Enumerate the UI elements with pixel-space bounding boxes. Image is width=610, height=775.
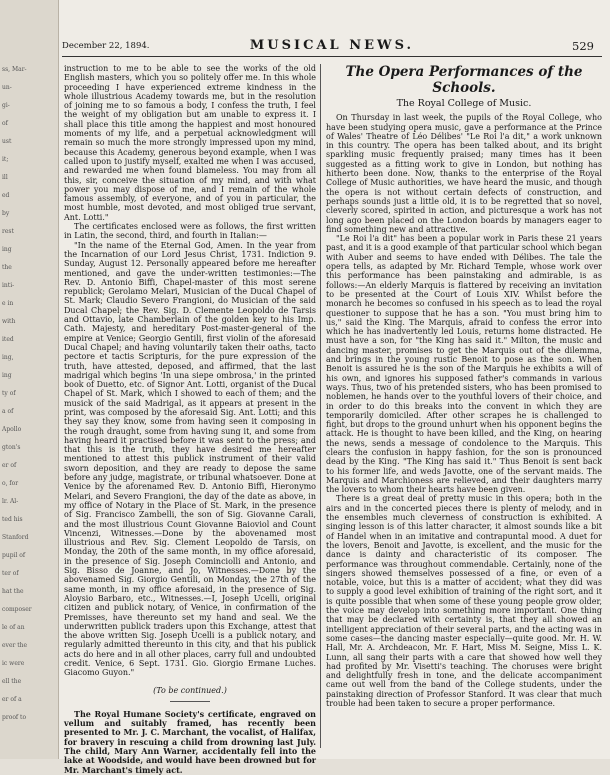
gutter-text-fragment: proof to (2, 714, 27, 721)
gutter-text-fragment: o, for (2, 480, 19, 487)
adjacent-page-gutter (0, 0, 59, 759)
gutter-text-fragment: by (2, 210, 10, 217)
gutter-text-fragment: e in (2, 300, 14, 307)
gutter-text-fragment: le of an (2, 624, 25, 631)
gutter-text-fragment: ever the (2, 642, 28, 649)
gutter-text-fragment: er of a (2, 696, 22, 703)
article-heading: The Opera Performances of the Schools. (345, 64, 583, 96)
gutter-text-fragment: the (2, 264, 12, 271)
right-column (326, 64, 602, 754)
gutter-text-fragment: ter of (2, 570, 19, 577)
gutter-text-fragment: composer (2, 606, 32, 613)
article-paragraph: There is a great deal of pretty music in this opera; both in the airs and in the concerted pieces there is plenty of melody, and in the ensembles much cleverness of construction is exhibited. A singing lesson is of this latter character, it almost sounds like a bit of Handel when in an imitative and contrapuntal mood. A duet for the lovers, Benoit and Javotte, is excellent, and the music for the dance is dainty and characteristic of its composer. The performance was throughout commendable. Certainly, none of the singers showed themselves possessed of a fine, or even of a notable, voice, but this is a matter of accident; what they did was to supply a good level exhibition of training of the right sort, and it is quite possible that when some of these young people grow older, the voice may develop into something more important. One thing that may be declared with certainty is, that they all showed an intelligent appreciation of their several parts, and the acting was in some cases—the dancing master especially—quite good. Mr. H. W. Hall, Mr. A. Archdeacon, Mr. F. Hart, Miss M. Seigne, Miss L. K. Lunn, all sang their parts with a care that showed how well they had profited by Mr. Visetti's teaching. The choruses were bright and delightfully fresh in tone, and the delicate accompaniment came out well from the band of the College students, under the painstaking direction of Professor Stanford. It was clear that much trouble had been taken to secure a proper performance. (326, 494, 602, 708)
section-separator (170, 701, 210, 702)
article-paragraph: On Thursday in last week, the pupils of the Royal College, who have been studying opera music, gave a performance at the Prince of Wales' Theatre of Léo Délibes' "Le Roi l'a dit," a work unknown in this country. The opera has been talked about, and its bright sparkling music frequently praised; many times has it been suggested as a fitting work to give in London, but nothing has hitherto been done. Now, thanks to the enterprise of the Royal College of Music authorities, we have heard the music, and though the opera is not without certain defects of construction, and perhaps sounds just a little old, it is to be regretted that so novel, cleverly scored, spirited in action, and picturesque a work has not long ago been placed on the London boards by managers eager to find something new and attractive. (326, 113, 602, 234)
gutter-text-fragment: ing, (2, 354, 14, 361)
gutter-text-fragment: gton's (2, 444, 21, 451)
gutter-text-fragment: ic were (2, 660, 25, 667)
publication-title: MUSICAL NEWS. (249, 38, 415, 53)
gutter-text-fragment: ing (2, 372, 12, 379)
article-paragraph: instruction to me to be able to see the works of the old English masters, which you so politely offer me. In this whole proceeding I have experienced extreme kindness in the whole illustrious Academy towards me, but in the resolution of joining me to so famous a body, I confess the truth, I feel the weight of my obligation but am unable to express it. I shall place this title among the happiest and most honoured moments of my life, and a perpetual acknowledgment will remain so much the more strongly impressed upon my mind, because this Academy, generous beyond example, when I was called upon to justify myself, exalted me when I was accused, and rewarded me when found blameless. You may from all this, sir, conceive the situation of my mind, and with what power you may dispose of me, and I remain of the whole famous assembly, of everyone, and of you in particular, the most humble, most devoted, and most obliged true servant, Ant. Lotti." (64, 64, 316, 222)
gutter-text-fragment: hat the (2, 588, 24, 595)
article-subheading: The Royal College of Music. (396, 98, 532, 109)
gutter-text-fragment: rest (2, 228, 14, 235)
gutter-text-fragment: ty of (2, 390, 16, 397)
left-column (64, 64, 316, 775)
gutter-text-fragment: ill (2, 174, 8, 181)
gutter-text-fragment: gi- (2, 102, 10, 109)
gutter-text-fragment: pupil of (2, 552, 26, 559)
column-divider (320, 64, 321, 748)
gutter-text-fragment: a of (2, 408, 14, 415)
gutter-text-fragment: ted his (2, 516, 23, 523)
gutter-text-fragment: ited (2, 336, 14, 343)
gutter-text-fragment: inti- (2, 282, 15, 289)
gutter-text-fragment: it; (2, 156, 9, 163)
article-paragraph: The certificates enclosed were as follows, the first written in Latin, the second, third, and fourth in Italian:— (64, 222, 316, 241)
article-paragraph: "Le Roi l'a dit" has been a popular work in Paris these 21 years past, and it is a good example of that particular school which began with Auber and seems to have ended with Délibes. The tale the opera tells, as adapted by Mr. Richard Temple, whose work over this performance has been painstaking and admirable, is as follows:—An elderly Marquis is flattered by receiving an invitation to be presented at the Court of Louis XIV. Whilst before the monarch he becomes so confused in his speech as to lead the royal questioner to suppose that he has a son. "You must bring him to us," said the King. The Marquis, afraid to confess the error into which he has inadvertently led Louis, returns home distracted. He must have a son, for "the King has said it." Milton, the music and dancing master, promises to get the Marquis out of the dilemma, and brings in the young rustic Benoit to pose as the son. When Benoit is assured he is the son of the Marquis he exhibits a will of his own, and ignores his supposed father's commands in various ways. Thus, two of his pretended sisters, who has been promised to noblemen, he hands over to the youthful lovers of their choice, and in order to do this breaks into the convent in which they are temporarily domiciled. After other scrapes he is challenged to fight, but drops to the ground unhurt when his opponent begins the attack. He is thought to have been killed, and the King, on hearing the news, sends a message of condolence to the Marquis. This clears the confusion in happy fashion, for the son is pronounced dead by the King. "The King has said it." Thus Benoit is sent back to his former life, and weds Javotte, one of the servant maids. The Marquis and Marchioness are relieved, and their daughters marry the lovers to whom their hearts have been given. (326, 234, 602, 495)
gutter-text-fragment: Stanford (2, 534, 29, 541)
gutter-text-fragment: of (2, 120, 8, 127)
page-number: 529 (572, 39, 594, 53)
gutter-text-fragment: Apollo (2, 426, 22, 433)
news-item: The Royal Humane Society's certificate, engraved on vellum and suitably framed, has recently been presented to Mr. J. C. Marchant, the vocalist, of Halifax, for bravery in rescuing a child from drowning last July. The child, Mary Ann Warner, accidentally fell into the lake at Woodside, and would have been drowned but for Mr. Marchant's timely act. (64, 708, 316, 775)
gutter-text-fragment: ust (2, 138, 12, 145)
gutter-text-fragment: ing (2, 246, 12, 253)
gutter-text-fragment: ss, Mar- (2, 66, 27, 73)
gutter-text-fragment: un- (2, 84, 12, 91)
gutter-text-fragment: ell the (2, 678, 22, 685)
gutter-text-fragment: lr. Al- (2, 498, 19, 505)
gutter-text-fragment: ed (2, 192, 10, 199)
gutter-text-fragment: er of (2, 462, 17, 469)
issue-date: December 22, 1894. (62, 41, 150, 51)
page-header (62, 38, 602, 57)
continued-notice: (To be continued.) (153, 685, 227, 695)
gutter-text-fragment: with (2, 318, 16, 325)
article-paragraph: "In the name of the Eternal God, Amen. In the year from the Incarnation of our Lord Jesus Christ, 1731. Indiction 9. Sunday, August 12. Personally appeared before me hereafter mentioned, and gave the under-written testimonies:—The Rev. D. Antonio Biffi, Chapel-master of this most serene republick; Gerolamo Melari, Musician of the Ducal Chapel of St. Mark; Claudio Severo Frangioni, do Musician of the said Ducal Chapel; the Rev. Sig. D. Clemente Leopoldo de Tarsis and Ottavio, late Chamberlain of the golden key to his Imp. Cath. Majesty, and hereditary Post-master-general of the empire at Venice; Georgio Gentili, first violin of the aforesaid Ducal Chapel; and having voluntarily taken their oaths, tacto pectore et tactis Scripturis, for the pure expression of the truth, have attested, deposed, and affirmed, that the last madrigal which begins 'In una siepe ombrosa,' in the printed book of Duetto, etc. of Signor Ant. Lotti, organist of the Ducal Chapel of St. Mark, which I showed to each of them; and the musick of the said Madrigal, as it appears at present in the print, was composed by the aforesaid Sig. Ant. Lotti; and this they say they know, some from having seen it composing in the rough draught, some from having sung it, and some from having heard it practised before it was sent to the press; and that this is the truth, they have desired me hereafter mentioned to attest this publick instrument of their valid sworn deposition, and they are ready to depose the same before any judge, magistrate, or tribunal whatsoever. Done at Venice by the aforenamed Rev. D. Antonio Biffi, Hieronymo Melari, and Severo Frangioni, the day of the date as above, in my office of Notary in the Place of St. Mark, in the presence of Sig. Francisco Zambelli, the son of Sig. Giovanne Carali, and the most illustrious Count Giovanne Baioviol and Count Vincenzi, Witnesses.—Done by the abovenamed most illustrious and Rev. Sig. Clement Leopoldo de Tarsis, on Monday, the 20th of the same month, in my office aforesaid, in the presence of Sig. Joseph Cominciolli and Antonio, and Sig. Bisso de Joanne, and Jo, Witnesses.—Done by the abovenamed Sig. Giorgio Gentili, on Monday, the 27th of the same month, in my office aforesaid, in the presence of Sig. Aloysio Barbaro, etc., Witnesses.—I, Joseph Ucelli, original citizen and publick notary, of Venice, in confirmation of the Premisses, have thereunto set my hand and seal. We the underwritten publick traders upon this Exchange, attest that the above written Sig. Joseph Ucelli is a publick notary, and regularly admitted thereunto in this city, and that his publick acts do here and in all other places, carry full and undoubted credit. Venice, 6 Sept. 1731. Gio. Giorgio Ermane Luches. Giacomo Guyon." (64, 240, 316, 678)
